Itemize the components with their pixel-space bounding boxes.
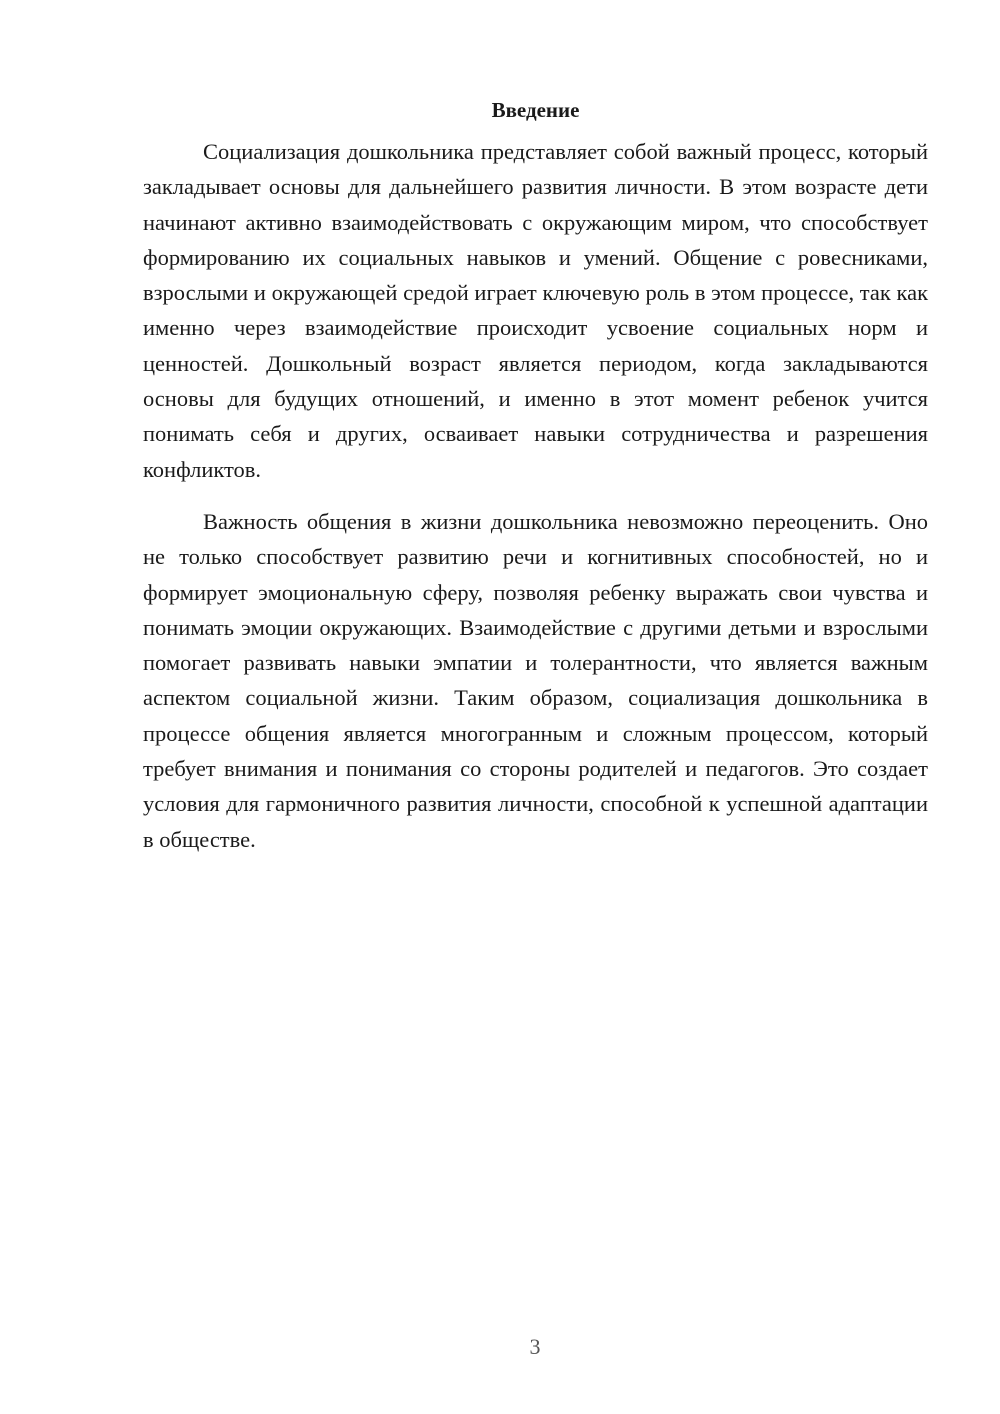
page-content: [143, 95, 928, 857]
paragraph-1: Социализация дошкольника представляет собой важный процесс, который закладывает основы для дальнейшего развития личности. В этом возрасте дети начинают активно взаимодействовать с окружающим миром, что способствует формированию их социальных навыков и умений. Общение с ровесниками, взрослыми и окружающей средой играет ключевую роль в этом процессе, так как именно через взаимодействие происходит усвоение социальных норм и ценностей. Дошкольный возраст является периодом, когда закладываются основы для будущих отношений, и именно в этот момент ребенок учится понимать себя и других, осваивает навыки сотрудничества и разрешения конфликтов.: [143, 139, 928, 482]
page-number: 3: [529, 1334, 541, 1359]
section-heading: Введение: [491, 98, 580, 122]
paragraph-2: Важность общения в жизни дошкольника невозможно переоценить. Оно не только способствует развитию речи и когнитивных способностей, но и формирует эмоциональную сферу, позволяя ребенку выражать свои чувства и понимать эмоции окружающих. Взаимодействие с другими детьми и взрослыми помогает развивать навыки эмпатии и толерантности, что является важным аспектом социальной жизни. Таким образом, социализация дошкольника в процессе общения является многогранным и сложным процессом, который требует внимания и понимания со стороны родителей и педагогов. Это создает условия для гармоничного развития личности, способной к успешной адаптации в обществе.: [143, 508, 928, 852]
